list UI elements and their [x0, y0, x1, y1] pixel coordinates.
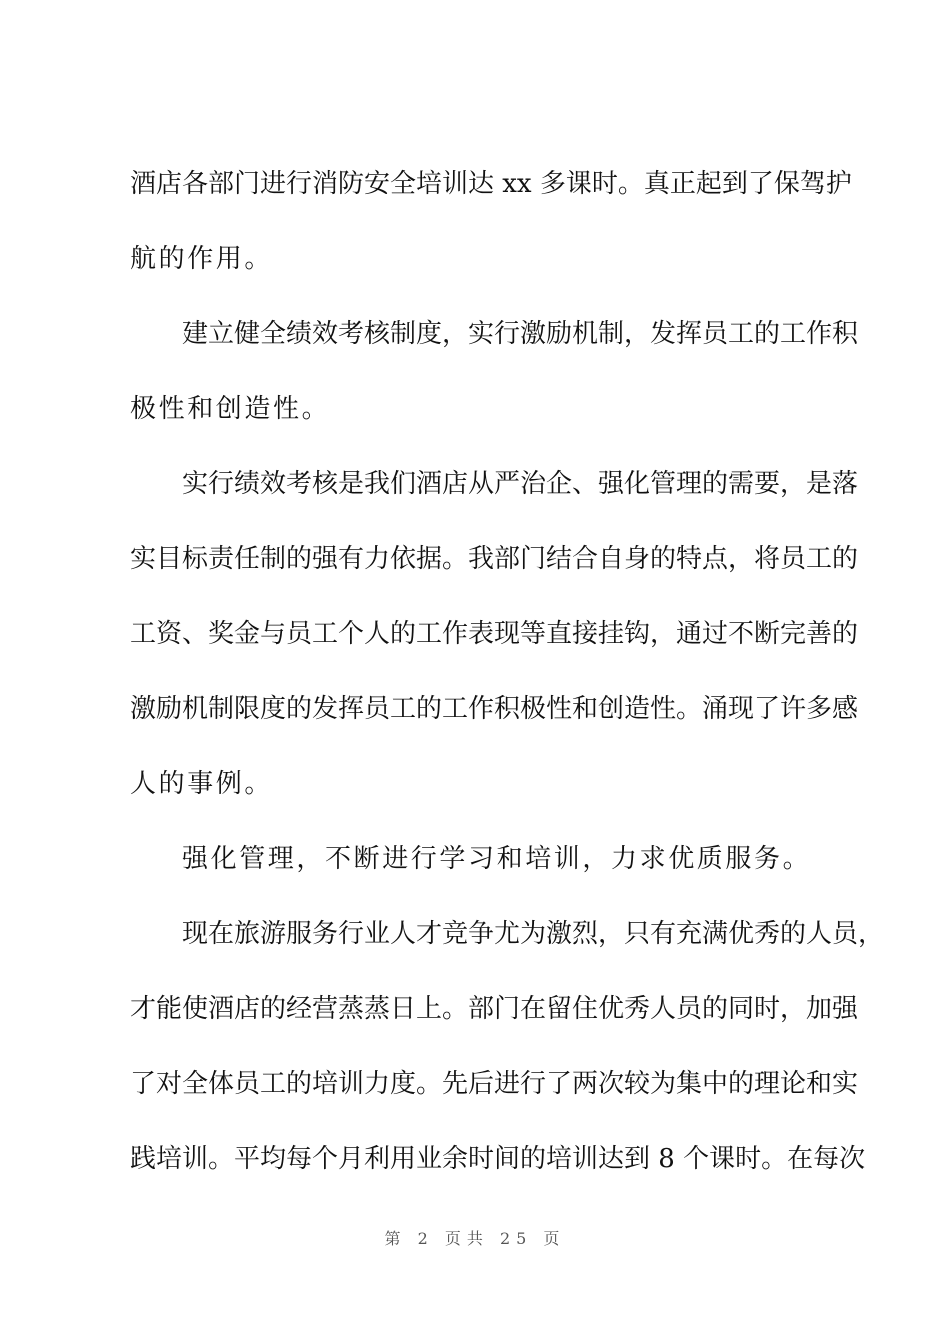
paragraph-line-12: 才能使酒店的经营蒸蒸日上。部门在留住优秀人员的同时，加强	[130, 994, 859, 1024]
paragraph-line-1: 酒店各部门进行消防安全培训达 xx 多课时。真正起到了保驾护	[130, 169, 852, 199]
paragraph-line-9: 人的事例。	[130, 769, 274, 799]
paragraph-line-3: 建立健全绩效考核制度，实行激励机制，发挥员工的工作积	[182, 319, 859, 349]
paragraph-line-11: 现在旅游服务行业人才竞争尤为激烈，只有充满优秀的人员，	[182, 919, 885, 949]
page-number-footer: 第 2 页共 25 页	[384, 1229, 566, 1248]
paragraph-line-4: 极性和创造性。	[130, 394, 331, 424]
paragraph-line-10: 强化管理，不断进行学习和培训，力求优质服务。	[182, 844, 812, 874]
paragraph-line-7: 工资、奖金与员工个人的工作表现等直接挂钩，通过不断完善的	[130, 619, 859, 649]
paragraph-line-14: 践培训。平均每个月利用业余时间的培训达到 8 个课时。在每次	[130, 1144, 866, 1174]
paragraph-line-5: 实行绩效考核是我们酒店从严治企、强化管理的需要，是落	[182, 469, 859, 499]
paragraph-line-2: 航的作用。	[130, 244, 274, 274]
paragraph-line-8: 激励机制限度的发挥员工的工作积极性和创造性。涌现了许多感	[130, 694, 859, 724]
paragraph-line-6: 实目标责任制的强有力依据。我部门结合自身的特点，将员工的	[130, 544, 859, 574]
paragraph-line-13: 了对全体员工的培训力度。先后进行了两次较为集中的理论和实	[130, 1069, 859, 1099]
